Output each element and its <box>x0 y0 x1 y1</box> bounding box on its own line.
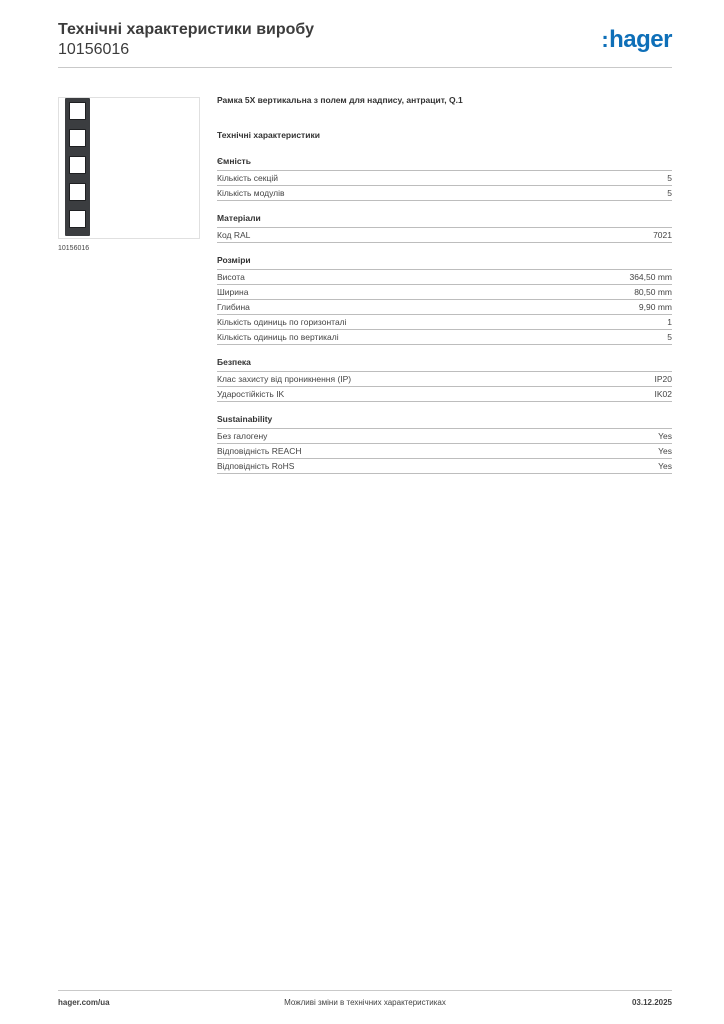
spec-value: 5 <box>667 188 672 198</box>
product-image <box>58 97 200 239</box>
spec-value: 9,90 mm <box>638 302 672 312</box>
spec-value: Yes <box>658 431 672 441</box>
header-divider <box>58 67 672 68</box>
spec-row <box>217 459 672 474</box>
spec-section <box>217 213 672 243</box>
spec-label: Глибина <box>217 302 250 312</box>
spec-value: IK02 <box>654 389 672 399</box>
spec-row <box>217 387 672 402</box>
spec-value: 5 <box>667 332 672 342</box>
spec-row <box>217 285 672 300</box>
spec-row <box>217 228 672 243</box>
page-header <box>58 20 672 60</box>
spec-value: Yes <box>658 446 672 456</box>
section-heading: Матеріали <box>217 213 672 228</box>
frame-module-slot <box>69 210 86 228</box>
spec-section <box>217 156 672 201</box>
spec-label: Кількість одиниць по вертикалі <box>217 332 339 342</box>
spec-label: Кількість одиниць по горизонталі <box>217 317 347 327</box>
spec-label: Без галогену <box>217 431 268 441</box>
section-heading: Sustainability <box>217 414 672 429</box>
image-caption: 10156016 <box>58 245 90 252</box>
spec-label: Клас захисту від проникнення (IP) <box>217 374 352 384</box>
section-heading: Розміри <box>217 255 672 270</box>
logo-colon-mark: : <box>601 27 609 52</box>
spec-label: Ширина <box>217 287 249 297</box>
spec-value: IP20 <box>654 374 672 384</box>
spec-row <box>217 429 672 444</box>
spec-section <box>217 255 672 345</box>
spec-label: Висота <box>217 272 245 282</box>
spec-value: 80,50 mm <box>634 287 672 297</box>
spec-row <box>217 171 672 186</box>
spec-label: Ударостійкість IK <box>217 389 285 399</box>
section-heading: Ємність <box>217 156 672 171</box>
frame-module-slot <box>69 156 86 174</box>
spec-label: Відповідність REACH <box>217 446 302 456</box>
product-name: Рамка 5Х вертикальна з полем для надпису, антрацит, Q.1 <box>217 95 463 105</box>
spec-section <box>217 414 672 474</box>
spec-value: 7021 <box>653 230 672 240</box>
spec-title: Технічні характеристики <box>217 130 320 140</box>
logo-text: hager <box>609 26 672 53</box>
spec-row <box>217 315 672 330</box>
spec-label: Відповідність RoHS <box>217 461 295 471</box>
spec-row <box>217 270 672 285</box>
product-code: 10156016 <box>58 41 130 58</box>
page-title: Технічні характеристики виробу <box>58 21 314 38</box>
spec-content <box>217 95 672 474</box>
footer-notice: Можливі зміни в технічних характеристиках <box>284 998 446 1007</box>
spec-value: Yes <box>658 461 672 471</box>
hager-logo[interactable] <box>601 28 672 52</box>
spec-value: 1 <box>667 317 672 327</box>
frame-illustration <box>65 98 90 236</box>
spec-value: 364,50 mm <box>629 272 672 282</box>
spec-row <box>217 372 672 387</box>
spec-sections <box>217 156 672 474</box>
footer-website-link[interactable]: hager.com/ua <box>58 998 110 1007</box>
spec-row <box>217 330 672 345</box>
spec-label: Код RAL <box>217 230 251 240</box>
spec-value: 5 <box>667 173 672 183</box>
spec-row <box>217 444 672 459</box>
footer-divider <box>58 990 672 991</box>
frame-module-slot <box>69 183 86 201</box>
footer-date: 03.12.2025 <box>631 998 672 1007</box>
spec-section <box>217 357 672 402</box>
frame-module-slot <box>69 102 86 120</box>
frame-module-slot <box>69 129 86 147</box>
spec-row <box>217 300 672 315</box>
section-heading: Безпека <box>217 357 672 372</box>
spec-label: Кількість секцій <box>217 173 278 183</box>
spec-row <box>217 186 672 201</box>
spec-label: Кількість модулів <box>217 188 285 198</box>
